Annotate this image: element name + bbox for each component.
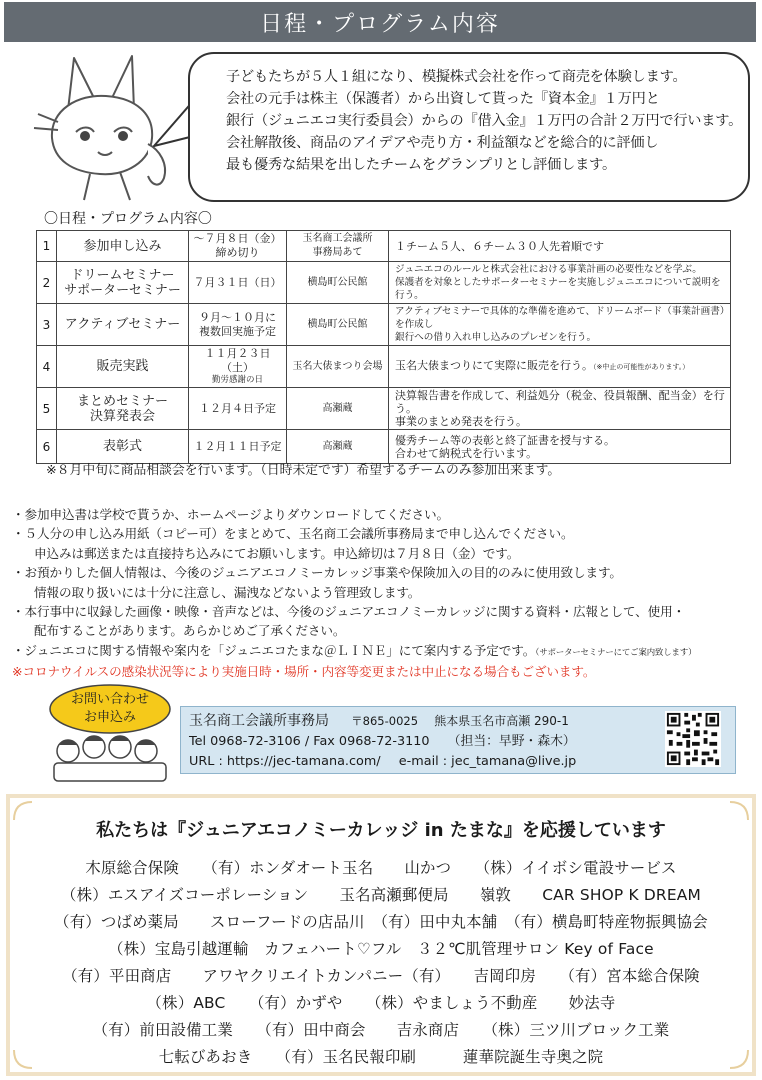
program-date (189, 388, 287, 430)
program-name-text: 参加申し込み (83, 238, 162, 254)
program-name (57, 388, 189, 430)
program-date (189, 346, 287, 388)
program-place (287, 231, 389, 262)
program-name-text: ドリームセミナー (70, 267, 175, 283)
section-header (4, 2, 756, 42)
place-text: 玉名大俵まつり会場 (292, 360, 383, 372)
intro-line: 最も優秀な結果を出したチームをグランプリとし評価します。 (226, 157, 616, 173)
date-text: ～７月８日（金） (193, 232, 282, 245)
contact-org: 玉名商工会議所事務局 (189, 713, 329, 729)
date-text: １２月４日予定 (199, 401, 276, 415)
program-place (287, 346, 389, 388)
program-place (287, 262, 389, 304)
contact-illustration (46, 683, 174, 783)
description-sub-text: 保護者を対象としたサポーターセミナーを実施しジュニエコについて説明を行う。 (395, 277, 721, 301)
intro-line: 会社の元手は株主（保護者）から出資して貰った『資本金』１万円と (226, 91, 660, 107)
description-text: １チーム５人、６チーム３０人先着順です (395, 239, 604, 253)
place-text: 高瀬蔵 (322, 402, 353, 414)
table-row (37, 262, 731, 304)
row-number: 5 (37, 388, 57, 430)
contact-staff: （担当：早野・森木） (447, 734, 576, 749)
sponsor-line: （有）前田設備工業 （有）田中商会 吉永商店 （株）三ツ川ブロック工業 (92, 1021, 670, 1039)
program-place (287, 388, 389, 430)
program-name (57, 262, 189, 304)
place-text: 横島町公民館 (307, 276, 368, 288)
date-text: １１月２３日（土） (204, 347, 271, 374)
warning-line: ※コロナウイルスの感染状況等により実施日時・場所・内容等変更または中止になる場合もございます。 (12, 664, 596, 680)
place-text: 高瀬蔵 (322, 440, 353, 452)
place-text: 玉名商工会議所 (302, 233, 373, 244)
program-date (189, 304, 287, 346)
row-number: 1 (37, 231, 57, 262)
contact-row-phone (189, 732, 727, 752)
description-note: （※中止の可能性があります。） (593, 363, 690, 371)
date-text: ９月～１０月に (199, 310, 276, 324)
description-text: 優秀チーム等の表彰と終了証書を授与する。 (395, 433, 615, 447)
program-name (57, 304, 189, 346)
program-description (389, 304, 731, 346)
note-line: 情報の取り扱いには十分に注意し、漏洩などないよう管理致します。 (34, 584, 421, 600)
contact-address: 熊本県玉名市高瀬 290-1 (434, 714, 569, 728)
program-description (389, 346, 731, 388)
note-line: ・本行事中に収録した画像・映像・音声などは、今後のジュニアエコノミーカレッジに関する資料・広報として、使用・ (12, 604, 686, 620)
description-text: 決算報告書を作成して、利益処分（税金、役員報酬、配当金）を行う。 (395, 389, 725, 415)
program-description (389, 388, 731, 430)
sponsor-line: （有）平田商店 アワヤクリエイトカンパニー（有） 吉岡印房 （有）宮本総合保険 (62, 967, 700, 985)
program-name (57, 231, 189, 262)
program-description (389, 262, 731, 304)
note-line: ・５人分の申し込み用紙（コピー可）をまとめて、玉名商工会議所事務局まで申し込んでください。 (12, 526, 574, 542)
date-text: １２月１１日予定 (193, 439, 282, 453)
table-row (37, 304, 731, 346)
schedule-table (36, 230, 731, 464)
program-name-sub-text: 決算発表会 (89, 408, 155, 424)
date-text: ７月３１日（日） (193, 275, 282, 289)
contact-badge-text-2: お申込み (83, 710, 137, 725)
sponsor-line: 七転びあおき （有）玉名民報印刷 蓮華院誕生寺奥之院 (158, 1048, 604, 1066)
intro-line: 会社解散後、商品のアイデアや売り方・利益額などを総合的に評価し (226, 135, 659, 151)
note-line: ・お預かりした個人情報は、今後のジュニアエコノミーカレッジ事業や保険加入の目的のみに使用致します。 (12, 565, 622, 581)
program-name (57, 346, 189, 388)
qr-code-icon[interactable] (665, 711, 721, 767)
sponsor-line: （株）エスアイズコーポレーション 玉名高瀬郵便局 嶺敦 CAR SHOP K DREAM (61, 886, 701, 904)
note-line: ・参加申込書は学校で貰うか、ホームページよりダウンロードしてください。 (12, 507, 450, 522)
contact-email[interactable]: e-mail : jec_tamana@live.jp (398, 754, 577, 769)
sponsor-line: 木原総合保険 （有）ホンダオート玉名 山かつ （株）イイボシ電設サービス (85, 859, 677, 877)
contact-phone: Tel 0968-72-3106 (189, 734, 301, 749)
description-text: 玉名大俵まつりにて実際に販売を行う。 (395, 359, 593, 372)
sponsor-title: 私たちは『ジュニアエコノミーカレッジ in たまな』を応援しています (96, 820, 666, 841)
bubble-tail-mask (158, 110, 222, 150)
contact-row-web (189, 752, 727, 772)
contact-fax: / Fax 0968-72-3110 (304, 734, 430, 749)
program-name-text: 販売実践 (96, 359, 149, 374)
schedule-note: ※８月中旬に商品相談会を行います。（日時未定です）希望するチームのみ参加出来ます。 (46, 463, 561, 478)
row-number: 4 (37, 346, 57, 388)
program-date (189, 231, 287, 262)
table-row (37, 231, 731, 262)
section-header-title: 日程・プログラム内容 (260, 11, 500, 37)
program-name-text: 表彰式 (102, 439, 142, 454)
sponsor-box (6, 794, 756, 1076)
contact-box (180, 706, 736, 774)
program-place (287, 304, 389, 346)
row-number: 3 (37, 304, 57, 346)
program-description (389, 231, 731, 262)
place-sub-text: 事務局あて (312, 247, 363, 258)
intro-speech-bubble (188, 52, 750, 202)
place-text: 横島町公民館 (307, 318, 368, 330)
line-info-note: （サポーターセミナーにてご案内致します） (535, 646, 697, 657)
row-number: 6 (37, 430, 57, 464)
description-sub-text: 事業のまとめ発表を行う。 (395, 415, 527, 428)
line-info-text: ・ジュニエコに関する情報や案内を「ジュニエコたまな＠ＬＩＮＥ」にて案内する予定です。 (12, 642, 536, 658)
program-name-text: アクティブセミナー (64, 317, 181, 332)
program-name-text: まとめセミナー (76, 393, 168, 409)
description-sub-text: 銀行への借り入れ申し込みのプレゼンを行う。 (395, 332, 597, 343)
date-sub-text: 勤労感謝の日 (211, 375, 263, 385)
description-text: ジュニエコのルールと株式会社における事業計画の必要性などを学ぶ。 (395, 264, 702, 275)
note-line (12, 641, 756, 662)
contact-badge-text: お問い合わせ (70, 692, 150, 707)
note-line: 配布することがあります。あらかじめご了承ください。 (34, 623, 346, 639)
intro-line: 子どもたちが５人１組になり、模擬株式会社を作って商売を体験します。 (226, 69, 687, 85)
table-row (37, 346, 731, 388)
schedule-title: 〇日程・プログラム内容〇 (44, 211, 212, 227)
row-number: 2 (37, 262, 57, 304)
contact-url[interactable]: URL : https://jec-tamana.com/ (189, 754, 381, 769)
notes-section (12, 505, 756, 682)
description-sub-text: 合わせて納税式を行います。 (395, 446, 538, 460)
date-sub-text: 締め切り (215, 246, 260, 259)
date-sub-text: 複数回実施予定 (199, 324, 276, 338)
contact-postal: 〒865-0025 (351, 714, 419, 728)
program-date (189, 262, 287, 304)
table-row (37, 388, 731, 430)
contact-row-org (189, 711, 727, 732)
description-text: アクティブセミナーで具体的な準備を進めて、ドリームボード（事業計画書）を作成し (395, 306, 725, 330)
note-line: 申込みは郵送または直接持ち込みにてお願いします。申込締切は７月８日（金）です。 (34, 545, 520, 561)
intro-line: 銀行（ジュニエコ実行委員会）からの『借入金』１万円の合計２万円で行います。 (226, 113, 743, 129)
sponsor-line: （有）つばめ薬局 スローフードの店品川 （有）田中丸本舗 （有）横島町特産物振興協会 (54, 913, 708, 931)
sponsor-line: （株）宝島引越運輸 カフェハート♡フル ３２℃肌管理サロン Key of Face (108, 940, 654, 958)
program-name-sub-text: サポーターセミナー (64, 282, 181, 298)
sponsor-line: （株）ABC （有）かずや （株）やましょう不動産 妙法寺 (146, 994, 616, 1012)
